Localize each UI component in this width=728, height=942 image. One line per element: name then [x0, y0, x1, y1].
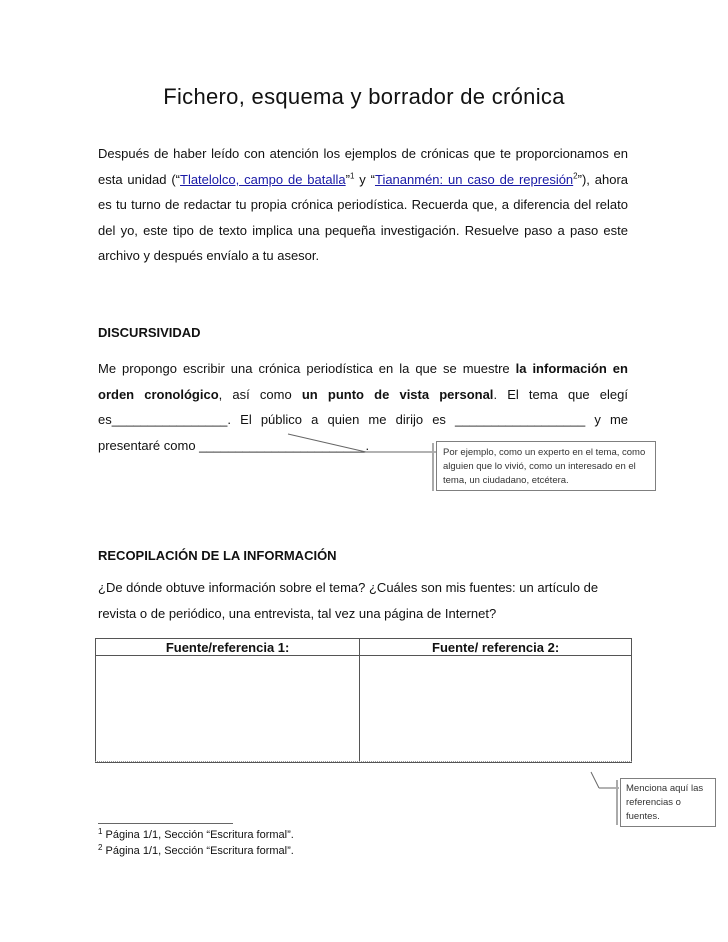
footnote-text-2: Página 1/1, Sección “Escritura formal”. — [102, 845, 294, 857]
table-bottom-rule — [95, 761, 632, 762]
discursividad-text-2: , así como — [218, 386, 302, 402]
footnote-text-1: Página 1/1, Sección “Escritura formal”. — [102, 829, 294, 841]
footnote-1 — [98, 829, 294, 841]
section-heading-recopilacion: RECOPILACIÓN DE LA INFORMACIÓN — [98, 548, 337, 563]
link-tlatelolco[interactable]: Tlatelolco, campo de batalla — [180, 171, 346, 187]
recopilacion-paragraph: ¿De dónde obtuve información sobre el tema? ¿Cuáles son mis fuentes: un artículo de revista o de periódico, una entrevista, tal vez una página de Internet? — [98, 580, 599, 621]
table-cell-fuente-2[interactable] — [360, 656, 632, 763]
discursividad-bold-2: un punto de vista personal — [301, 386, 494, 402]
table-header-fuente-2: Fuente/ referencia 2: — [360, 639, 632, 656]
footnote-ref-2[interactable]: 2 — [573, 171, 578, 181]
callout-connector — [280, 430, 440, 460]
section-heading-discursividad: DISCURSIVIDAD — [98, 325, 201, 340]
intro-text-1: Después de haber leído con atención los ejemplos de crónicas que te proporcionamos en esta unidad (“ — [98, 146, 628, 187]
page-title: Fichero, esquema y borrador de crónica — [163, 84, 565, 109]
callout-connector-2 — [585, 770, 625, 800]
intro-paragraph: Después de haber leído con atención los ejemplos de crónicas que te proporcionamos en esta unidad (“Tlatelolco, campo de batalla”$^1$ y “Tiananmén: un caso de represión$^2$”), ahora es tu turno de redactar tu propia crónica periodística. Recuerda que, a diferencia del relato del yo, este tipo de texto implica una pequeña investigación. Resuelve paso a paso este archivo y después envíalo a tu asesor. — [98, 146, 629, 263]
footnote-separator — [98, 823, 233, 824]
discursividad-text-1: Me propongo escribir una crónica periodística en la que se muestre — [98, 361, 516, 376]
footnote-2 — [98, 845, 294, 857]
intro-text-3: ”), ahora es tu turno de redactar tu propia crónica periodística. Recuerda que, a diferencia del relato del yo, este tipo de texto implica una pequeña investigación. Resuelve paso a paso este archivo y después envíalo a tu asesor. — [98, 171, 629, 263]
callout-publico: Por ejemplo, como un experto en el tema, como alguien que lo vivió, como un interesado en el tema, un ciudadano, etcétera. — [436, 441, 656, 491]
table-cell-fuente-1[interactable] — [96, 656, 360, 763]
intro-text-2: y “ — [354, 171, 375, 187]
discursividad-text-3: . El tema que elegí es________________. El público a quien me dirijo es __________________ y me presentaré como _______________________. — [98, 386, 628, 453]
footnote-ref-1[interactable]: 1 — [349, 171, 355, 181]
callout-bar-2 — [616, 780, 618, 825]
sources-table — [95, 638, 632, 763]
discursividad-bold-1: la información en orden cronológico — [98, 361, 628, 402]
footnote-mark-2: 2 — [98, 843, 103, 852]
callout-referencias: Menciona aquí las referencias o fuentes. — [620, 778, 716, 827]
callout-bar — [432, 443, 434, 491]
footnote-mark-1: 1 — [98, 827, 103, 836]
table-header-fuente-1: Fuente/referencia 1: — [96, 639, 360, 656]
link-tiananmen[interactable]: Tiananmén: un caso de represión — [374, 171, 574, 187]
